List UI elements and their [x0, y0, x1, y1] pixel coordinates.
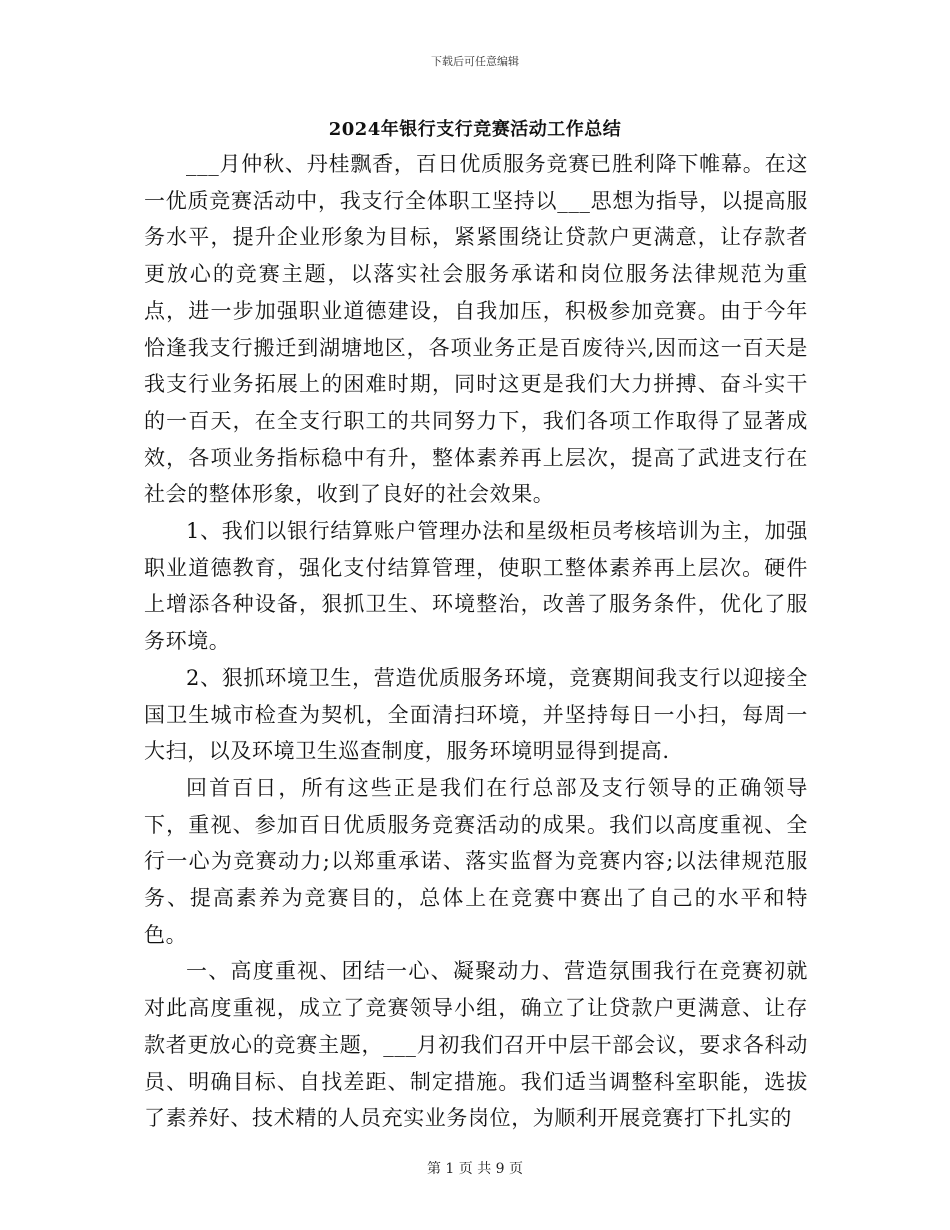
document-body: [144, 146, 808, 1137]
page-number: 第 1 页 共 9 页: [426, 1161, 524, 1177]
paragraph-review: 回首百日，所有这些正是我们在行总部及支行领导的正确领导下，重视、参加百日优质服务竞赛活动的成果。我们以高度重视、全行一心为竞赛动力;以郑重承诺、落实监督为竞赛内容;以法律规范服务、提高素养为竞赛目的，总体上在竞赛中赛出了自己的水平和特色。: [144, 775, 808, 947]
paragraph-item-2: 2、狠抓环境卫生，营造优质服务环境，竞赛期间我支行以迎接全国卫生城市检查为契机，全面清扫环境，并坚持每日一小扫，每周一大扫，以及环境卫生巡查制度，服务环境明显得到提高.: [144, 665, 808, 764]
paragraph-intro: ___月仲秋、丹桂飘香，百日优质服务竞赛已胜利降下帷幕。在这一优质竞赛活动中，我支行全体职工坚持以___思想为指导，以提高服务水平，提升企业形象为目标，紧紧围绕让贷款户更满意，让存款者更放心的竞赛主题，以落实社会服务承诺和岗位服务法律规范为重点，进一步加强职业道德建设，自我加压，积极参加竞赛。由于今年恰逢我支行搬迁到湖塘地区，各项业务正是百废待兴,因而这一百天是我支行业务拓展上的困难时期，同时这更是我们大力拼搏、奋斗实干的一百天，在全支行职工的共同努力下，我们各项工作取得了显著成效，各项业务指标稳中有升，整体素养再上层次，提高了武进支行在社会的整体形象，收到了良好的社会效果。: [144, 152, 808, 507]
header-note: 下载后可任意编辑: [431, 55, 519, 68]
paragraph-item-1: 1、我们以银行结算账户管理办法和星级柜员考核培训为主，加强职业道德教育，强化支付结算管理，使职工整体素养再上层次。硬件上增添各种设备，狠抓卫生、环境整治，改善了服务条件，优化了服务环境。: [144, 519, 808, 654]
document-title: 2024年银行支行竞赛活动工作总结: [328, 119, 622, 140]
paragraph-section-1: 一、高度重视、团结一心、凝聚动力、营造氛围我行在竞赛初就对此高度重视，成立了竞赛领导小组，确立了让贷款户更满意、让存款者更放心的竞赛主题，___月初我们召开中层干部会议，要求各科动员、明确目标、自找差距、制定措施。我们适当调整科室职能，选拔了素养好、技术精的人员充实业务岗位，为顺利开展竞赛打下扎实的: [144, 959, 808, 1131]
